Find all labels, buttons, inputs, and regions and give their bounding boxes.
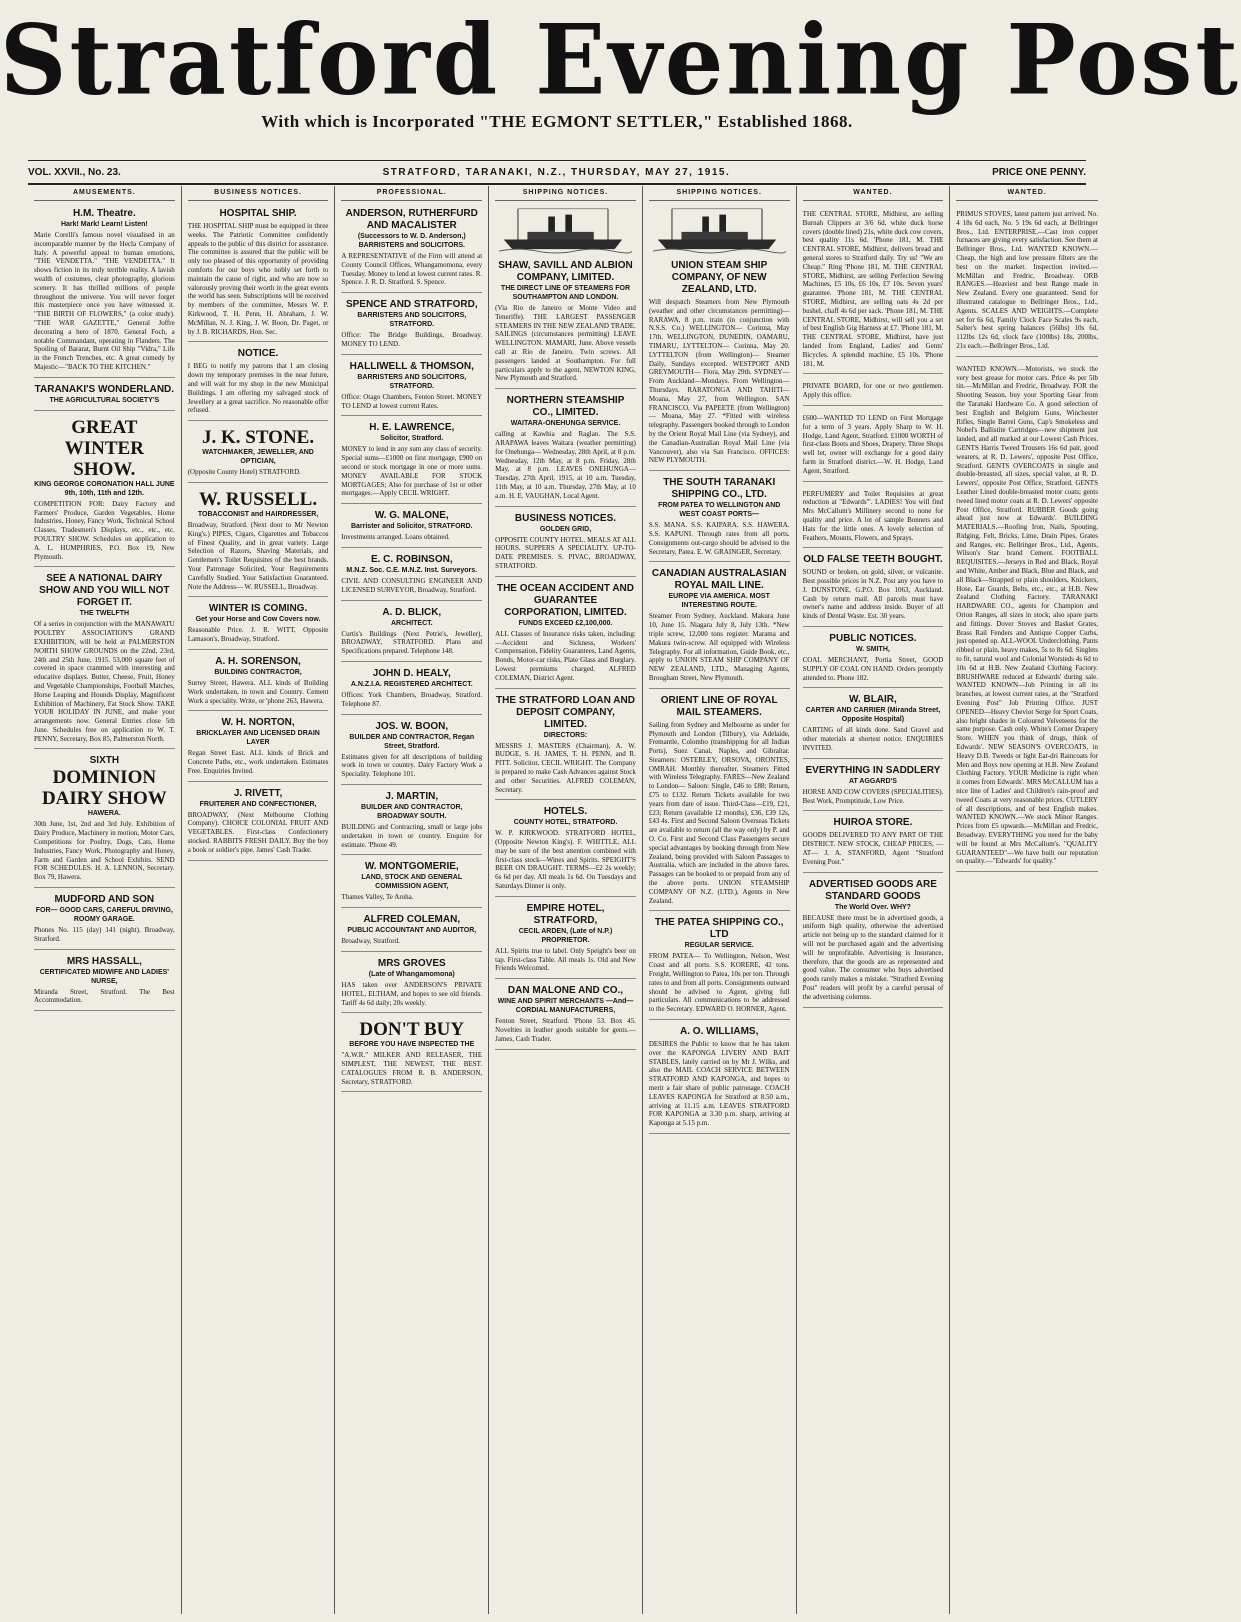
- advertisement: [649, 257, 790, 471]
- column-3: [335, 186, 489, 1614]
- ad-subheading: EUROPE VIA AMERICA. MOST INTERESTING ROUTE.: [668, 593, 770, 610]
- ad-body-text: Offices: York Chambers, Broadway, Stratford. Telephone 87.: [341, 690, 483, 708]
- ad-body-text: COAL MERCHANT, Portia Street, GOOD SUPPLY OF COAL ON HAND. Orders promptly attended to. Phone 182.: [802, 656, 944, 682]
- ad-subheading: W. SMITH,: [856, 646, 890, 654]
- ad-heading: ANDERSON, RUTHERFURD AND MACALISTER: [345, 208, 478, 231]
- ad-body-text: Of a series in conjunction with the MANAWATU POULTRY ASSOCIATION'S GRAND EXHIBITION, will be held at PALMERSTON NORTH SHOW GROUNDS on the 22nd, 23rd, 24th and 25th June, 1915. 53,000 square feet of covered in space crammed with interesting and educative displays. Butter, Cheese, Fruit, Honey and Vegetable Championships, Football Matches, Horse Leaping and Hounds Display, Magnificent Exhibition of Machinery, Fat Stock Show. TAKE YOUR HOLIDAY IN JUNE, and make your arrangements now. General Entries close 5th June. Schedules free on application to W. T. PENNY, Secretary, Box 85, Palmerston North.: [34, 620, 175, 743]
- ad-body-text: Broadway, Stratford. (Next door to Mr Newton King's.) PIPES, Cigars, Cigarettes and Tobaccos of Finest Quality, and in great variety. Large Selection of Razors, Shaving Materials, and Gentlemen's Toilet Requisites of the best brands. Your Patronage Solicited, Your Requirements Carefully Studied. Your Satisfaction Guaranteed. Note the Address— W. RUSSELL, Broadway.: [187, 520, 329, 591]
- ad-heading: HOSPITAL SHIP.: [219, 208, 297, 219]
- ad-subheading: Barrister and Solicitor, STRATFORD.: [350, 523, 473, 531]
- ad-subheading: FOR— GOOD CARS, CAREFUL DRIVING, ROOMY GARAGE.: [35, 907, 173, 924]
- ad-heading: WINTER IS COMING.: [208, 603, 308, 615]
- advertisement: [34, 570, 175, 749]
- ad-heading: NORTHERN STEAMSHIP CO., LIMITED.: [506, 395, 625, 419]
- ad-subheading: BUILDER AND CONTRACTOR, BROADWAY SOUTH.: [361, 803, 463, 820]
- ad-body-text: Surrey Street, Hawera. ALL kinds of Building Work undertaken, in town and Country. Cement Work a speciality. Write, or 'phone 263, Hawera.: [187, 678, 329, 705]
- ad-heading: JOS. W. BOON,: [375, 720, 449, 732]
- ad-body-text: Will despatch Steamers from New Plymouth (weather and other circumstances permitting)— RARAWA, 8 p.m. train (in conjunction with N.S.S. Co.) WELLINGTON— Corinna, May 17th. WELLINGTON, DUNEDIN, OAMARU, TIMARU, LYTTELTON— Corinna, May 20. LYTTELTON (from Wellington)— Steamer Daily, Sundays excepted. WESTPORT AND GREYMOUTH— Flora, May 29th. SYDNEY— From Auckland—Mondays. From Wellington—Thursdays. RARATONGA AND TAHITI— Moana, May 27, from Wellington. SAN FRANCISCO, Via PAPEETE (from Wellington)— Moana, May 27. *Fitted with wireless telegraphy. Passengers booked through to London by the Orient Royal Mail Line (via Sydney), and the Canadian-Australian Royal Mail Line (via Vancouver), also via San Francisco. OFFICES: NEW PLYMOUTH.: [648, 298, 790, 465]
- ad-body-text: Office: Otago Chambers, Fenton Street. MONEY TO LEND at lowest current Rates.: [341, 392, 483, 410]
- ad-subheading: GOLDEN GRID,: [539, 525, 592, 533]
- advertisement: [188, 600, 329, 650]
- ad-heading: A. O. WILLIAMS,: [680, 1026, 759, 1038]
- advertisement: [341, 419, 482, 504]
- advertisement: [803, 377, 944, 406]
- ad-body-text: CARTING of all kinds done. Sand Gravel and other materials at shortest notice. ENQUIRIES INVITED.: [802, 726, 944, 753]
- ad-body-text: THE HOSPITAL SHIP must be equipped in three weeks. The Patriotic Committee confidently appeals to the public of this district for assistance. The committee is assured that the public will be only too pleased of this opportunity of providing comforts for our boys who nobly set forth to maintain the cause of right, and who are now so valorously proving their worth in the great events the world has seen. Subscriptions will be received by members of the committee, Messrs W. P. Kirkwood, T. H. Penn, H. Abraham, J. W. McMillan, N. J. King, J. W. Boon, Dr. Paget, or by J. B. RICHARDS, Hon. Sec.: [187, 222, 329, 336]
- ad-body-text: Miranda Street, Stratford. The Best Accommodation.: [34, 987, 175, 1005]
- ad-body-text: HAS taken over ANDERSON'S PRIVATE HOTEL, ELTHAM, and hopes to see old friends. Tariff 4s 6d daily; 20s weekly.: [341, 980, 483, 1007]
- ad-subheading: BARRISTERS AND SOLICITORS, STRATFORD.: [357, 312, 467, 329]
- column-4: [489, 186, 643, 1614]
- ad-heading: JOHN D. HEALY,: [372, 667, 451, 679]
- ad-heading: SIXTH: [89, 755, 120, 767]
- advertisement: [803, 205, 944, 374]
- ad-subheading: HAWERA.: [87, 810, 121, 818]
- advertisement: [341, 788, 482, 855]
- advertisement: [341, 551, 482, 601]
- ad-body-text: Sailing from Sydney and Melbourne as under for Plymouth and London (Tilbury), via Adelaide, Fremantle, Colombo (transhipping for all Indian Ports), Suez Canal, Naples, and Gibraltar. Steamers: OSTERLEY, ORSOVA, ORONTES, OMRAH. Monthly thereafter. Steamers Fitted with Wireless Telegraphy. FARES—New Zealand to London— Saloon: Single, £46 to £88; Return, £75 to £132. Return Tickets available for two years from date of issue. Third-Class—£19, £21, £23; Return (available 12 months), £36, £39 12s, £43 4s. First and Second Saloon Overseas Tickets are available to return (all the way only) by P. and O. Co. First and Second Class Passengers secure special advantages by booking through from New Zealand, being provided with Saloon Passages to Australia, which are included in the above fares. Passages can be booked to or prepaid from any of the above ports. UNION STEAMSHIP COMPANY OF N.Z. (LTD.), Agents in New Zealand.: [648, 720, 790, 905]
- ad-heading: MUDFORD AND SON: [54, 894, 155, 906]
- column-heading: SHIPPING NOTICES.: [649, 186, 790, 201]
- advertisement: [341, 665, 482, 715]
- ad-body-text: (Opposite County Hotel) STRATFORD.: [187, 468, 301, 477]
- ad-heading: HOTELS.: [543, 806, 588, 818]
- ad-heading: NOTICE.: [237, 348, 279, 360]
- ad-body-text: Broadway, Stratford.: [341, 937, 400, 946]
- ad-subheading: THE AGRICULTURAL SOCIETY'S: [49, 396, 160, 404]
- ad-heading: ALFRED COLEMAN,: [363, 914, 461, 926]
- advertisement: [188, 785, 329, 861]
- ad-body-text: PRIVATE BOARD, for one or two gentlemen. Apply this office.: [802, 382, 944, 400]
- advertisement: [649, 565, 790, 688]
- dateline: [28, 160, 1086, 185]
- ad-subheading: WAITARA-ONEHUNGA SERVICE.: [510, 420, 621, 428]
- column-heading: SHIPPING NOTICES.: [495, 186, 636, 201]
- ad-heading: SHAW, SAVILL AND ALBION COMPANY, LIMITED.: [498, 260, 633, 283]
- advertisement: [188, 714, 329, 781]
- advertisement: [188, 205, 329, 342]
- ad-heading: THE PATEA SHIPPING CO., LTD: [654, 917, 784, 941]
- ad-heading: W. BLAIR,: [849, 694, 897, 706]
- ad-subheading: CECIL ARDEN, (Late of N.P.) PROPRIETOR.: [518, 927, 613, 944]
- ad-heading: ORIENT LINE OF ROYAL MAIL STEAMERS.: [660, 694, 778, 718]
- ad-body-text: BECAUSE there must be in advertised goods, a uniform high quality, otherwise the advertised article not being up to the standard claimed for it will not be purchased again and the advertising will be unprofitable. Advertising is Insurance, therefore, that the goods are as represented and good value. The consumer who buys advertised goods rarely makes a mistake. "Stratford Evening Post" readers will profit by a careful perusal of the advertising columns.: [802, 913, 944, 1001]
- columns-grid: [28, 186, 1104, 1614]
- ad-body-text: MONEY to lend in any sum any class of security. Special sums—£1000 on first mortgage, £900 on second or stock mortgage in one or more sums. MONEY AVAILABLE FOR STOCK MORTGAGES; Also for purchase of 1st or other mortgages.—Apply CECIL WRIGHT.: [341, 445, 483, 498]
- advertisement: [803, 762, 944, 812]
- ad-body-text: ALL Spirits true to label. Only Speight's beer on tap. First-class Table. All meals 1s. Old and New Friends Welcomed.: [495, 946, 636, 973]
- column-heading: WANTED.: [956, 186, 1098, 201]
- ad-body-text: GOODS DELIVERED TO ANY PART OF THE DISTRICT. NEW STOCK, CHEAP PRICES, —AT— J. A. STANFORD, Agent "Stratford Evening Post.": [802, 831, 944, 866]
- advertisement: [803, 876, 944, 1008]
- ad-subheading: The World Over. WHY?: [834, 903, 911, 911]
- ad-body-text: SOUND or broken, on gold, silver, or vulcanite. Best possible prices in N.Z. Post any you have to J. DUNSTONE, G.P.O. Box 1063, Auckland. Cash by return mail. All parcels must have owner's name and address inside. Buyer of all kinds of Dental Waste. Est. 30 years.: [802, 568, 944, 621]
- ad-subheading: A.N.Z.I.A. REGISTERED ARCHITECT.: [350, 680, 473, 688]
- advertisement: [495, 510, 636, 577]
- ad-subheading: COUNTY HOTEL, STRATFORD.: [513, 819, 618, 827]
- advertisement: [341, 1016, 482, 1092]
- advertisement: [803, 485, 944, 549]
- ad-body-text: £600—WANTED TO LEND on First Mortgage for a term of 3 years. Apply Sharp to W. H. Hodge, Land Agent, Stratford. £1000 WORTH of first-class Boots and Shoes, Drapery. Three Shops well let, owner will exchange for a good dairy farm in Stratford district.—W. H. Hodge, Land Agent, Stratford.: [802, 413, 944, 475]
- ad-heading: OLD FALSE TEETH BOUGHT.: [803, 554, 943, 566]
- advertisement: [649, 1023, 790, 1134]
- ad-heading: UNION STEAM SHIP COMPANY, OF NEW ZEALAND, LTD.: [671, 260, 768, 295]
- ad-heading: EVERYTHING IN SADDLERY: [805, 764, 941, 776]
- ad-subheading: BUILDER AND CONTRACTOR, Regan Street, Stratford.: [349, 733, 475, 750]
- column-1: [28, 186, 182, 1614]
- ad-body-text: Steamer From Sydney, Auckland. Makura June 10, June 15. Niagara July 8, July 13th. *New triple screw, 12,000 tons register. Marama and Makura twin-screw. All equipped with Wireless Telegraphy. For all information, Guide Book, etc., apply to UNION STEAM SHIP COMPANY OF NEW ZEALAND, LTD., Managing Agents, Brougham Street, New Plymouth.: [648, 612, 790, 682]
- ad-body-text: A REPRESENTATIVE of the Firm will attend at County Council Offices, Whangamomona, every Tuesday. Money to lend at lowest current rates. R. Spence. J. R. D. Stratford. S. Spence.: [341, 252, 483, 287]
- advertisement: [803, 409, 944, 482]
- ad-subheading: Get your Horse and Cow Covers now.: [195, 616, 321, 624]
- advertisement: [495, 803, 636, 897]
- ad-body-text: Fenton Street, Stratford. 'Phone 53. Box 45. Novelties in leather goods suitable for gents.—James, Cash Trader.: [495, 1017, 636, 1043]
- ad-display-headline: J. K. STONE.: [202, 427, 315, 449]
- ad-body-text: Reasonable Price. J. R. WITT, Opposite Lamason's, Broadway, Stratford.: [187, 626, 329, 644]
- advertisement: [341, 955, 482, 1013]
- ad-body-text: Estimates given for all descriptions of building work in town or country. Dairy Factory Work a Speciality. Telephone 101.: [341, 752, 483, 779]
- ad-body-text: Phones No. 115 (day) 141 (night). Broadway, Stratford.: [34, 926, 175, 943]
- advertisement: [649, 474, 790, 562]
- ad-subheading: ARCHITECT.: [390, 619, 433, 627]
- steamship-illustration: [499, 205, 632, 253]
- advertisement: [34, 953, 175, 1012]
- advertisement: [495, 900, 636, 979]
- ad-body-text: THE CENTRAL STORE, Midhirst, are selling Burnah Clippers at 3/6 6d, white duck horse covers (double lined) 21s, white duck cow covers, best quality 11s 6d. 'Phone 181, M. THE CENTRAL STORE, Midhirst, delivers bread and general stores to Stratford daily. Try us! "We are Cheap." Ring 'Phone 181, M. THE CENTRAL STORE, Midhirst, are selling Perfection Sewing Machines, £5 10s, £6 10s, £7 10s. Seven years' guarantee. 'Phone 181, M. THE CENTRAL STORE, Midhirst, are selling oats 4s 2d per bushel, chaff 4s 6d per sack. 'Phone 181, M. THE CENTRAL STORE, Midhirst, will sell you a set of best English Gig Harness at £7. 'Phone 181, M. THE CENTRAL STORE, Midhirst, have just landed from England, Ladies' and Gents' Bicycles. A splendid machine, £5 10s. 'Phone 181, M.: [802, 210, 944, 368]
- ad-body-text: 30th June, 1st, 2nd and 3rd July. Exhibition of Dairy Produce, Machinery in motion, Motor Cars, Competitions for Poultry, Dogs, Cats, Home Industries, Fancy Work, Photography and Honey, Farm and Garden and School Exhibits. SEND FOR SCHEDULES. H. A. LENNON, Secretary. Box 79, Hawera.: [34, 820, 175, 882]
- ad-heading: TARANAKI'S WONDERLAND.: [34, 383, 175, 395]
- ad-body-text: PERFUMERY and Toilet Requisites at great reduction at "Edwards'". LADIES! You will find Mrs McCallum's Millinery second to none for quality and price. A lot of sample Bonnets and Hats for the little ones. A lovely selection of Feathers, Mounts, Flowers, and Sprays.: [802, 489, 944, 542]
- advertisement: [341, 205, 482, 293]
- ad-body-text: FROM PATEA— To Wellington, Nelson, West Coast and all ports. S.S. KORERE, 42 tons. Freight, Wellington to Patea, 10s per ton. Through rates to and from all ports. Consignments outward should be advised to Agent, giving full particulars. All communications to be addressed to the Secretary. EDWARD O. HORNER, Agent.: [648, 952, 790, 1014]
- advertisement: [341, 358, 482, 417]
- ad-subheading: BEFORE YOU HAVE INSPECTED THE: [349, 1041, 475, 1049]
- ad-heading: THE STRATFORD LOAN AND DEPOSIT COMPANY, LIMITED.: [496, 694, 635, 730]
- column-5: [643, 186, 797, 1614]
- advertisement: [34, 891, 175, 950]
- ad-heading: DAN MALONE AND CO.,: [507, 985, 624, 997]
- advertisement: [495, 982, 636, 1049]
- newspaper-subtitle: With which is Incorporated "THE EGMONT SETTLER," Established 1868.: [261, 112, 853, 131]
- ad-subheading: BARRISTERS AND SOLICITORS, STRATFORD.: [357, 373, 467, 390]
- ad-heading: ADVERTISED GOODS ARE STANDARD GOODS: [808, 878, 937, 902]
- advertisement: [956, 360, 1098, 872]
- ad-subheading: TOBACCONIST and HAIRDRESSER,: [197, 510, 319, 518]
- ad-body-text: S.S. MANA. S.S. KAIPARA. S.S. HAWERA. S.S. KAPUNI. Through rates from all ports. Consignments out-cargo should be advised to the Secretary, Patea. E. W. GRAINGER, Secretary.: [648, 521, 790, 556]
- ad-heading: J. RIVETT,: [233, 787, 283, 799]
- ad-heading: BUSINESS NOTICES.: [514, 512, 617, 524]
- ad-subheading: AT AGGARD'S: [848, 777, 897, 785]
- ad-display-headline: DON'T BUY: [359, 1019, 465, 1041]
- advertisement: [188, 345, 329, 421]
- ad-subheading: (Successors to W. D. Anderson,) BARRISTERS and SOLICITORS.: [357, 233, 466, 249]
- ad-body-text: WANTED KNOWN.—Motorists, we stock the very best grease for motor cars. Price 4s per 5lb tin.—McMillan and Fredric, Broadway. FOR the Shooting Season, buy your Sporting Gear from the Taranaki Hardware Co. A good selection of best English and Belgium Guns, Winchester Rifles, Single Barrel Guns, Cap's Smokeless and Nobel's Ballistite Cartridges—new shipment just landed, and all marked at our Lowest Cash Prices. GENTS Harris Tweed Trousers 16s 6d pair, good wearers, at R. D. Lewers', opposite Post Office, Stratford. GENTS OVERCOATS in single and double-breasted, all sizes, special value, at R. D. Lewers', opposite Post Office, Stratford. GENTS Leather Lined double-breasted motor coats; gents tweed lined motor coats at R. D. Lewers' opposite Post Office, Stratford. RUBBER Goods going ahead just now at Edwards'. BUILDING MATERIALS.—Roofing Iron, Nails, Spouting, Ridging, Felt, Bricks, Lime, Drain Pipes, Grates and Ranges, etc. Bellringer Bros., Ltd., Agents, Wilson's Star brand Cement. FOOTBALL REQUISITES.—Jerseys in Red and Black, Royal and White, Amber and Black, Blue and Black, and all Black—Strapped or plain shoulders, Knickers, Hose, Ear Guards, Belts, etc., etc., at H.B. New Zealand Clothing Factory. TARANAKI HARDWARE CO., agents for Champion and Orion Ranges, all sizes in stock; also spare parts and fittings. Dover Stoves and Basket Grates, Brass Rail Fenders and Antique Copper Curbs, just opened up. ALL-WOOL Underclothing. Pants ribbed or plain, heavy makes, 5s to 8s 6d. Singlets to fit, natural wool and Colonial Worsteds 4s 6d to 10s 6d at H.B. New Zealand Clothing Factory. BRUSHWARE reduced at Edwards' during sale. WANTED KNOWN—Job Printing in all its branches, at lowest current rates, at the "Stratford Evening Post" Job Printing Office. JUST OPENED—Heavy Cheviot Serge for Sport Coats, also bright shades in Coloured Velveteens for the same purpose. Cash only. White's Corner Drapery Store. WHEN you think of drugs, think of Edwards'. NEW SEASON'S OVERCOATS, in Heavy D.B. Tweeds or light Ear-dri Raincoats for Men and Boys now opening at H.B. New Zealand Clothing Factory. YOUR Medicine is right when it comes from Edwards'. MRS McCALLUM has a nice line of Ladies' and Children's rain-proof and tweed Coats at very reasonable prices. CUTLERY of all descriptions, and of best English makes. WANTED KNOWN.—We stock Minor Ranges. Prices from £5 upwards.—McMillan and Fredric, Broadway. EVERYTHING you need for the baby will be found at Mrs McCallum's. "QUALITY GUARANTEED"—We have built our reputation on quality.—"Edwards' for quality.": [956, 364, 1098, 866]
- advertisement: [34, 414, 175, 568]
- masthead: [0, 0, 1241, 140]
- ad-heading: MRS HASSALL,: [66, 955, 142, 967]
- ad-subheading: REGULAR SERVICE.: [684, 942, 754, 950]
- ad-heading: W. H. NORTON,: [221, 717, 295, 729]
- ad-heading: J. MARTIN,: [385, 790, 439, 802]
- ad-heading: MRS GROVES: [377, 957, 446, 969]
- ad-heading: EMPIRE HOTEL, STRATFORD,: [526, 902, 605, 926]
- ad-subheading: DIRECTORS:: [543, 731, 588, 739]
- ad-body-text: MESSRS J. MASTERS (Chairman), A. W. BUDGE, S. H. JAMES, T. H. PENN, and R. PITT. Solicitor, CECIL WRIGHT. The Company is prepared to make Cash Advances against Stock and other Securities. ALFRED COLEMAN, Secretary.: [495, 741, 636, 794]
- ad-heading: SEE A NATIONAL DAIRY SHOW AND YOU WILL NOT FORGET IT.: [39, 573, 170, 609]
- ad-heading: E. C. ROBINSON,: [370, 553, 453, 565]
- ad-subheading: CERTIFICATED MIDWIFE AND LADIES' NURSE,: [39, 968, 169, 985]
- ad-subheading: FUNDS EXCEED £2,100,000.: [518, 619, 613, 627]
- advertisement: [495, 580, 636, 689]
- ad-body-text: CIVIL AND CONSULTING ENGINEER AND LICENSED SURVEYOR, Broadway, Stratford.: [341, 576, 483, 594]
- column-6: [797, 186, 951, 1614]
- ad-subheading: BUILDING CONTRACTOR,: [214, 668, 302, 676]
- ad-heading: W. G. MALONE,: [374, 510, 449, 522]
- ad-heading: SPENCE AND STRATFORD,: [345, 299, 478, 311]
- ad-subheading: BRICKLAYER AND LICENSED DRAIN LAYER: [196, 730, 320, 747]
- column-heading: WANTED.: [803, 186, 944, 201]
- ad-body-text: OPPOSITE COUNTY HOTEL. MEALS AT ALL HOURS. SUPPERS A SPECIALITY. UP-TO-DATE PREMISES. S. PIVAC, BROADWAY, STRATFORD.: [495, 535, 636, 570]
- steamship-illustration: [653, 205, 786, 253]
- advertisement: [34, 205, 175, 378]
- ad-subheading: LAND, STOCK AND GENERAL COMMISSION AGENT,: [361, 874, 463, 891]
- advertisement: [649, 914, 790, 1020]
- ad-display-headline: DOMINION DAIRY SHOW: [41, 767, 167, 810]
- advertisement: [34, 381, 175, 411]
- ad-body-text: (Via Rio de Janeiro or Monte Video and Teneriffe). THE LARGEST PASSENGER STEAMERS IN THE NEW ZEALAND TRADE. SAILINGS (circumstances permitting) LEAVE WELLINGTON. MAMARI, June. Above vessels call at Rio de Janeiro. Twin screws. All passengers landed at Southampton. For full particulars apply to the agent, NEWTON KING, New Plymouth and Stratford.: [495, 304, 636, 383]
- ad-body-text: Thames Valley, Te Aroha.: [341, 893, 414, 902]
- advertisement: [341, 911, 482, 952]
- ad-body-text: I BEG to notify my patrons that I am closing down my temporary premises in the near future, and will wait for my shop in the new Municipal Buildings. I am offering my salvaged stock of Jewellery at a great sacrifice. No reasonable offer refused.: [187, 362, 329, 415]
- ad-display-headline: GREAT WINTER SHOW.: [64, 416, 144, 480]
- ad-subheading: Solicitor, Stratford.: [380, 435, 444, 443]
- advertisement: [34, 752, 175, 888]
- ad-body-text: HORSE AND COW COVERS (SPECIALITIES). Best Work, Promptitude, Low Price.: [802, 787, 944, 805]
- ad-body-text: "A.W.R." MILKER AND RELEASER, THE SIMPLEST, THE NEWEST, THE BEST. CATALOGUES FROM R. B. ANDERSON, Secretary, STRATFORD.: [341, 1051, 483, 1086]
- ad-subheading: FRUITERER AND CONFECTIONER,: [199, 800, 317, 808]
- advertisement: [803, 691, 944, 758]
- advertisement: [341, 858, 482, 908]
- advertisement: [188, 653, 329, 711]
- ad-body-text: calling at Kawhia and Raglan. The S.S. ARAPAWA leaves Waitara (weather permitting) for Onehunga— Wednesday, 28th April, at 8 p.m. Wednesday, 12th May, at 8 p.m. Friday, 28th May, at 8 p.m. LEAVES ONEHUNGA— Tuesday, 27th April, 1915, at 10 a.m. Tuesday, 11th May, at 10 a.m. Thursday, 27th May, at 10 a.m. H. E. VAUGHAN, Local Agent.: [495, 430, 636, 500]
- ad-body-text: ALL Classes of Insurance risks taken, including:—Accident and Sickness, Workers' Compensation, Fidelity Guarantees, Land Agents, Bonds, Motor-car risks, Plate Glass and Burglary. Lowest premiums charged. ALFRED COLEMAN, District Agent.: [495, 629, 636, 682]
- date-location: STRATFORD, TARANAKI, N.Z., THURSDAY, MAY 27, 1915.: [382, 166, 731, 178]
- ad-heading: PUBLIC NOTICES.: [829, 633, 917, 645]
- ad-heading: THE SOUTH TARANAKI SHIPPING CO., LTD.: [663, 477, 776, 501]
- column-heading: AMUSEMENTS.: [34, 186, 175, 201]
- ad-subheading: KING GEORGE CORONATION HALL JUNE 9th, 10th, 11th and 12th.: [34, 480, 175, 497]
- ad-subheading: CARTER AND CARRIER (Miranda Street, Opposite Hospital): [805, 707, 941, 724]
- advertisement: [341, 507, 482, 548]
- ad-subheading: PUBLIC ACCOUNTANT AND AUDITOR,: [347, 927, 477, 935]
- ad-heading: H.M. Theatre.: [72, 208, 136, 219]
- ad-body-text: W. P. KIRKWOOD. STRATFORD HOTEL, (Opposite Newton King's). F. WHITTLE, ALL may be sure of the best attention combined with first-class stock—Wines and Spirits. SPEIGHT'S BEER ON DRAUGHT. TERMS—£2 2s weekly; 6s 6d per day. All meals 1s 6d. On Tuesdays and Saturdays Dinner is only.: [495, 829, 636, 891]
- ad-heading: W. MONTGOMERIE,: [364, 861, 459, 873]
- advertisement: [803, 551, 944, 627]
- ad-subheading: WATCHMAKER, JEWELLER, AND OPTICIAN,: [202, 449, 314, 466]
- ad-body-text: Office: The Bridge Buildings, Broadway. MONEY TO LEND.: [341, 331, 483, 348]
- advertisement: [495, 692, 636, 801]
- ad-body-text: DESIRES the Public to know that he has taken over the KAPONGA LIVERY AND BAIT STABLES, lately carried on by Mr J. Wilks, and also the MAIL COACH SERVICE BETWEEN STRATFORD AND KAPONGA, and hopes to merit a fair share of public patronage. COACH LEAVES KAPONGA for Stratford at 8.50 a.m., arriving at 11.15 a.m. LEAVES STRATFORD FOR KAPONGA at 3.30 p.m. sharp, arriving at Kaponga at 5.15 p.m.: [648, 1040, 790, 1128]
- column-heading: BUSINESS NOTICES.: [188, 186, 329, 201]
- ad-subheading: Hark! Mark! Learn! Listen!: [60, 221, 148, 228]
- ad-body-text: Marie Corelli's famous novel visualised in an incomparable manner by the Hecla Company of Italy. A powerful appeal to human emotions, "THE VENDETTA." "THE VENDETTA." It shows fiction in its truly terrible reality. A lavish wealth of costumes, clear photography, glorious scenery. It has thrilled millions of people throughout the universe. You will never forget this masterpiece once you have witnessed it. "THE BIRTH OF FLOWERS," (a color study). "THE WAR GAZETTE," General Joffre decorating a hero of 1870. General Foch, a notable Commandant, operating in Flanders. The Spoiling of Bararat, Burnt Oil Ship "Vidra," Life in the French Trenches, etc. A great comedy by Majestic—"BACK TO THE KITCHEN.": [34, 231, 175, 371]
- ad-subheading: M.N.Z. Soc. C.E. M.N.Z. Inst. Surveyors.: [346, 566, 478, 574]
- ad-heading: CANADIAN AUSTRALASIAN ROYAL MAIL LINE.: [651, 568, 787, 592]
- advertisement: [803, 814, 944, 872]
- ad-heading: THE OCEAN ACCIDENT AND GUARANTEE CORPORATION, LIMITED.: [496, 582, 635, 618]
- advertisement: [341, 718, 482, 785]
- ad-body-text: Regan Street East. ALL kinds of Brick and Concrete Paths, etc., work undertaken. Estimates Free. Enquiries Invited.: [187, 749, 329, 775]
- advertisement: [495, 257, 636, 389]
- ad-subheading: WINE AND SPIRIT MERCHANTS —And— CORDIAL MANUFACTURERS,: [497, 998, 634, 1015]
- volume-number: VOL. XXVII., No. 23.: [28, 166, 121, 178]
- column-7: [950, 186, 1104, 1614]
- advertisement: [188, 424, 329, 483]
- ad-body-text: COMPETITION FOR: Dairy Factory and Farmers' Produce, Garden Vegetables, Home Industries, Honey, Fancy Work, Technical School Classes, Tradesmen's Displays, etc., etc., etc. POULTRY SHOW. Schedules on application to A. L. HUMPHRIES, P.O. Box 19, New Plymouth.: [34, 499, 175, 561]
- ad-heading: HALLIWELL & THOMSON,: [349, 360, 474, 372]
- newspaper-title: Stratford Evening Post: [0, 3, 1241, 117]
- ad-body-text: PRIMUS STOVES, latest pattern just arrived. No. 4 18s 6d each, No. 5 19s 6d each, at Bellringer Bros., Ltd. ENTERPRISE.—Cast iron copper furnaces are giving every satisfaction. See them at Bellringer Bros., Ltd. WANTED KNOWN.—Cheap, the high and low pressure filters are the best on the market. Inspection invited.—McMillan and Fredric, Broadway. ORB RANGES.—Heaviest and best Range made in New Zealand. Every one guaranteed. Send for illustrated catalogue to Bellringer Bros., Ltd., Agents. SCALES AND WEIGHTS.—Complete set for 6s 6d, Family Clock Face Scales 9s each, Salter's best spring balances (56lbs) 10s 6d, 112lbs 12s 6d, clock face (100lbs) 18s, 200lbs, 21s each.—Bellringer Bros., Ltd.: [956, 210, 1098, 350]
- ad-subheading: FROM PATEA TO WELLINGTON AND WEST COAST PORTS—: [658, 502, 781, 519]
- ad-subheading: THE TWELFTH: [79, 610, 130, 618]
- ad-heading: A. H. SORENSON,: [215, 655, 301, 667]
- advertisement: [341, 296, 482, 355]
- advertisement: [188, 486, 329, 597]
- ad-body-text: Investments arranged. Loans obtained.: [341, 533, 450, 542]
- ad-body-text: BUILDING and Contracting, small or large jobs undertaken in town or country. Enquire for estimate. 'Phone 49.: [341, 822, 483, 849]
- ad-body-text: Curtis's Buildings (Next Petrie's, Jeweller), BROADWAY, STRATFORD. Plans and Specifications prepared. Telephone 148.: [341, 629, 483, 656]
- ad-subheading: THE DIRECT LINE OF STEAMERS FOR SOUTHAMPTON AND LONDON.: [500, 285, 631, 301]
- advertisement: [649, 692, 790, 912]
- advertisement: [956, 205, 1098, 357]
- column-heading: PROFESSIONAL.: [341, 186, 482, 201]
- ad-display-headline: W. RUSSELL.: [199, 488, 318, 510]
- ad-heading: H. E. LAWRENCE,: [369, 422, 455, 434]
- ad-subheading: (Late of Whangamomona): [368, 970, 455, 978]
- advertisement: [803, 630, 944, 688]
- ad-heading: A. D. BLICK,: [382, 606, 442, 618]
- advertisement: [495, 392, 636, 506]
- price: PRICE ONE PENNY.: [992, 166, 1086, 178]
- advertisement: [341, 604, 482, 662]
- column-2: [182, 186, 336, 1614]
- ad-heading: HUIROA STORE.: [833, 817, 913, 829]
- ad-body-text: BROADWAY, (Next Melbourne Clothing Company). CHOICE COLONIAL FRUIT AND VEGETABLES. First-class Confectionery stocked. RABBITS FRESH DAILY. Buy the boy a book or soldier's pipe. James' Cash Trader.: [187, 810, 329, 854]
